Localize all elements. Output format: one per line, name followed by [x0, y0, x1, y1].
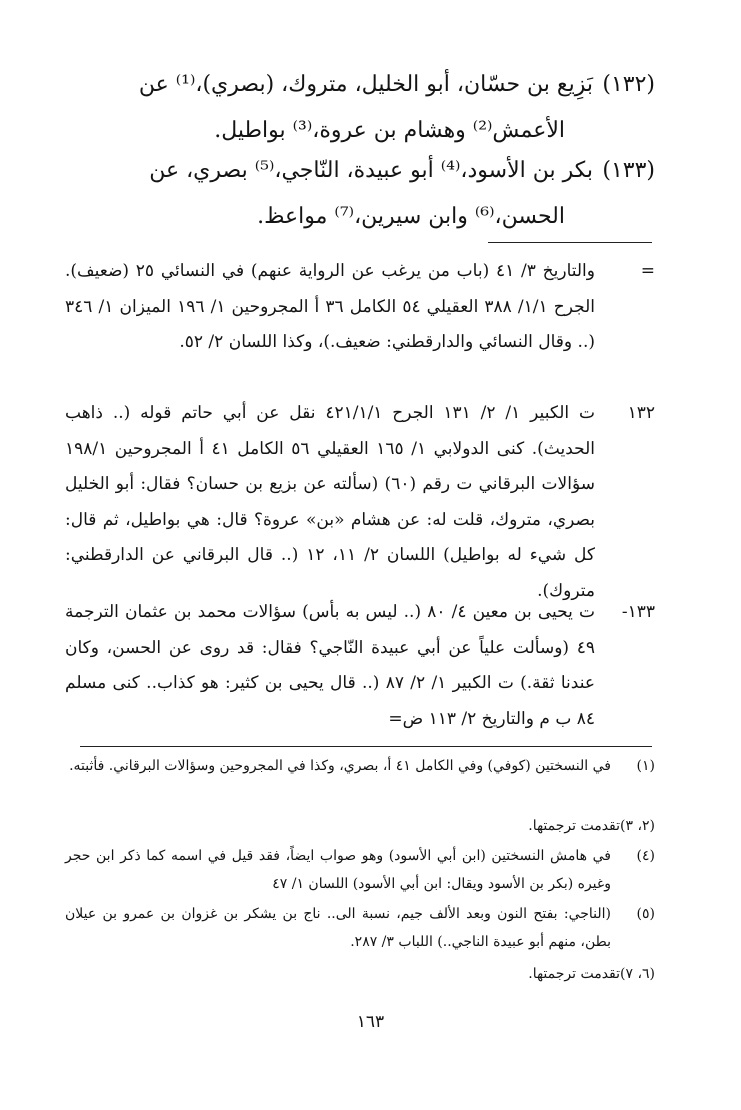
footnote-text: في هامش النسختين (ابن أبي الأسود) وهو صواب ايضاً، فقد قيل في اسمه كما ذكر ابن حجر وغيره (بكر بن الأسود ويقال: ابن أبي الأسود) اللسان ١/ ٤٧	[65, 848, 611, 892]
entry-number: (١٣٢)	[602, 72, 655, 97]
footnote-text: في النسختين (كوفي) وفي الكامل ٤١ أ، بصري، وكذا في المجروحين وسؤالات البرقاني. فأثبته.	[69, 758, 611, 774]
separator-rule	[488, 242, 652, 243]
footnote-marker: (٥)	[636, 906, 655, 922]
note-marker: =	[640, 261, 655, 281]
entry-133	[75, 148, 655, 240]
entry-text	[75, 148, 593, 240]
footnote-text: (٢، ٣)تقدمت ترجمتها.	[528, 818, 655, 834]
note-132	[65, 396, 655, 609]
page-number: ١٦٣	[356, 1012, 385, 1032]
note-continued	[65, 254, 655, 361]
footnote-4	[65, 842, 655, 898]
footnote-6-7	[65, 960, 655, 988]
footnote-2-3	[65, 812, 655, 840]
note-text: ت الكبير ١/ ٢/ ١٣١ الجرح ٤٢١/١/١ نقل عن أبي حاتم قوله (.. ذاهب الحديث). كنى الدولابي ١/ ١٦٥ العقيلي ٥٦ الكامل ٤١ أ المجروحين ١٩٨/١ سؤالات البرقاني ت رقم (٦٠) (سألته عن بزيع بن حسان؟ فقال: أبو الخليل بصري، متروك، قلت له: عن هشام «بن» عروة؟ قال: هي بواطيل، ثم قال: كل شيء له بواطيل) اللسان ٢/ ١١، ١٢ (.. قال البرقاني عن الدارقطني: متروك).	[65, 403, 596, 601]
footnote-1	[65, 752, 655, 780]
footnote-marker: (٤)	[636, 848, 655, 864]
entry-line-2: الأعمش⁽²⁾ وهشام بن عروة،⁽³⁾ بواطيل.	[214, 118, 565, 143]
note-marker: ١٣٣-	[621, 602, 655, 622]
note-133	[65, 595, 655, 737]
entry-line-2: الحسن،⁽⁶⁾ وابن سيرين،⁽⁷⁾ مواعظ.	[257, 204, 565, 229]
entry-132	[75, 62, 655, 154]
entry-number: (١٣٣)	[602, 158, 655, 183]
note-marker: ١٣٢	[627, 403, 655, 423]
footnote-rule	[80, 746, 652, 747]
note-text: ت يحيى بن معين ٤/ ٨٠ (.. ليس به بأس) سؤالات محمد بن عثمان الترجمة ٤٩ (وسألت علياً عن أبي عبيدة النّاجي؟ فقال: قد روى عن الحسن، وكان عندنا ثقة.) ت الكبير ١/ ٢/ ٨٧ (.. قال يحيى بن كثير: هو كذاب.. كنى مسلم ٨٤ ب م والتاريخ ٢/ ١١٣ ض=	[65, 602, 595, 729]
footnote-5	[65, 900, 655, 956]
entry-text	[75, 62, 593, 154]
footnote-text: (٦، ٧)تقدمت ترجمتها.	[528, 966, 655, 982]
entry-line-1: بكر بن الأسود،⁽⁴⁾ أبو عبيدة، النّاجي،⁽⁵⁾ بصري، عن	[149, 158, 593, 183]
entry-line-1: بَزِيع بن حسّان، أبو الخليل، متروك، (بصري)،⁽¹⁾ عن	[138, 72, 593, 97]
footnote-text: (الناجي: بفتح النون وبعد الألف جيم، نسبة الى.. ناج بن يشكر بن غزوان بن عمرو بن عيلان بطن، منهم أبو عبيدة الناجي..) اللباب ٣/ ٢٨٧.	[65, 906, 611, 950]
note-text: والتاريخ ٣/ ٤١ (باب من يرغب عن الرواية عنهم) في النسائي ٢٥ (ضعيف). الجرح ١/١/ ٣٨٨ العقيلي ٥٤ الكامل ٣٦ أ المجروحين ١/ ١٩٦ الميزان ١/ ٣٤٦ (.. وقال النسائي والدارقطني: ضعيف.)، وكذا اللسان ٢/ ٥٢.	[65, 261, 596, 352]
footnote-marker: (١)	[636, 758, 655, 774]
